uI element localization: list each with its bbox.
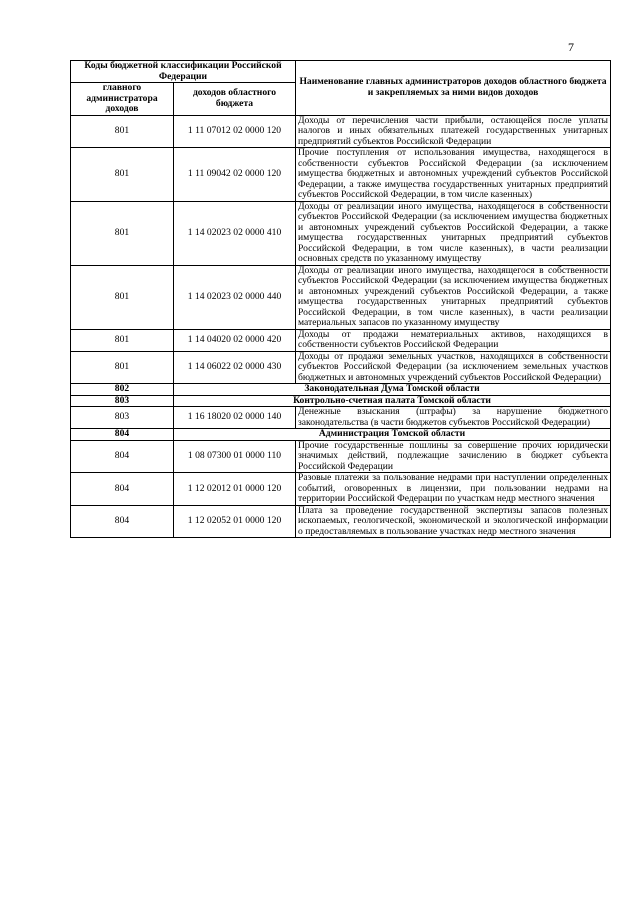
admin-code: 801 xyxy=(71,201,174,265)
revenue-description: Плата за проведение государственной экспертизы запасов полезных ископаемых, геологической, экономической и экологической информации о предоставляемых в пользование участках недр местного значения xyxy=(296,505,611,538)
budget-classification-table xyxy=(70,60,611,538)
header-revenue-column: доходов областного бюджета xyxy=(174,83,296,116)
revenue-description: Доходы от перечисления части прибыли, остающейся после уплаты налогов и иных обязательных платежей государственных унитарных предприятий субъектов Российской Федерации xyxy=(296,115,611,148)
section-admin-code: 804 xyxy=(71,429,174,441)
header-group-title: Коды бюджетной классификации Российской Федерации xyxy=(71,61,296,83)
section-row xyxy=(71,395,611,407)
table-header xyxy=(71,61,611,116)
revenue-description: Доходы от продажи нематериальных активов, находящихся в собственности субъектов Российской Федерации xyxy=(296,329,611,351)
page-number: 7 xyxy=(568,40,574,54)
section-title: Контрольно-счетная палата Томской области xyxy=(174,395,611,407)
table-row xyxy=(71,473,611,506)
revenue-code: 1 11 07012 02 0000 120 xyxy=(174,115,296,148)
section-row xyxy=(71,384,611,396)
revenue-code: 1 12 02052 01 0000 120 xyxy=(174,505,296,538)
table-row xyxy=(71,329,611,351)
revenue-description: Доходы от реализации иного имущества, находящегося в собственности субъектов Российской Федерации (за исключением имущества бюджетных и автономных учреждений субъектов Российской Федерации, а также имущества государственных унитарных предприятий субъектов Российской Федерации, в том числе казенных), в части реализации материальных запасов по указанному имуществу xyxy=(296,265,611,329)
section-title: Администрация Томской области xyxy=(174,429,611,441)
revenue-description: Доходы от реализации иного имущества, находящегося в собственности субъектов Российской Федерации (за исключением имущества бюджетных и автономных учреждений субъектов Российской Федерации, а также имущества государственных унитарных предприятий субъектов Российской Федерации, в том числе казенных), в части реализации основных средств по указанному имуществу xyxy=(296,201,611,265)
admin-code: 804 xyxy=(71,473,174,506)
table-body xyxy=(71,115,611,538)
revenue-description: Разовые платежи за пользование недрами при наступлении определенных событий, оговоренных в лицензии, при пользовании недрами на территории Российской Федерации по участкам недр местного значения xyxy=(296,473,611,506)
admin-code: 803 xyxy=(71,407,174,429)
admin-code: 801 xyxy=(71,148,174,202)
table-row xyxy=(71,351,611,384)
revenue-code: 1 14 02023 02 0000 410 xyxy=(174,201,296,265)
admin-code: 804 xyxy=(71,505,174,538)
revenue-description: Денежные взыскания (штрафы) за нарушение бюджетного законодательства (в части бюджетов субъектов Российской Федерации) xyxy=(296,407,611,429)
revenue-description: Доходы от продажи земельных участков, находящихся в собственности субъектов Российской Федерации (за исключением земельных участков бюджетных и автономных учреждений субъектов Российской Федерации) xyxy=(296,351,611,384)
admin-code: 801 xyxy=(71,329,174,351)
admin-code: 801 xyxy=(71,115,174,148)
revenue-code: 1 08 07300 01 0000 110 xyxy=(174,440,296,473)
table-row xyxy=(71,505,611,538)
table-row xyxy=(71,201,611,265)
section-admin-code: 803 xyxy=(71,395,174,407)
admin-code: 804 xyxy=(71,440,174,473)
admin-code: 801 xyxy=(71,351,174,384)
table-row xyxy=(71,148,611,202)
section-title: Законодательная Дума Томской области xyxy=(174,384,611,396)
section-row xyxy=(71,429,611,441)
revenue-description: Прочие поступления от использования имущества, находящегося в собственности субъектов Российской Федерации (за исключением имущества бюджетных и автономных учреждений субъектов Российской Федерации, а также имущества государственных унитарных предприятий субъектов Российской Федерации, в том числе казенных) xyxy=(296,148,611,202)
revenue-code: 1 16 18020 02 0000 140 xyxy=(174,407,296,429)
admin-code: 801 xyxy=(71,265,174,329)
revenue-code: 1 12 02012 01 0000 120 xyxy=(174,473,296,506)
table-row xyxy=(71,115,611,148)
section-admin-code: 802 xyxy=(71,384,174,396)
table-row xyxy=(71,265,611,329)
revenue-code: 1 14 04020 02 0000 420 xyxy=(174,329,296,351)
revenue-code: 1 14 02023 02 0000 440 xyxy=(174,265,296,329)
revenue-description: Прочие государственные пошлины за совершение прочих юридически значимых действий, подлежащие зачислению в бюджет субъекта Российской Федерации xyxy=(296,440,611,473)
revenue-code: 1 11 09042 02 0000 120 xyxy=(174,148,296,202)
revenue-code: 1 14 06022 02 0000 430 xyxy=(174,351,296,384)
header-name-column: Наименование главных администраторов доходов областного бюджета и закрепляемых за ними видов доходов xyxy=(296,61,611,116)
header-admin-column: главного администратора доходов xyxy=(71,83,174,116)
table-row xyxy=(71,440,611,473)
table-row xyxy=(71,407,611,429)
